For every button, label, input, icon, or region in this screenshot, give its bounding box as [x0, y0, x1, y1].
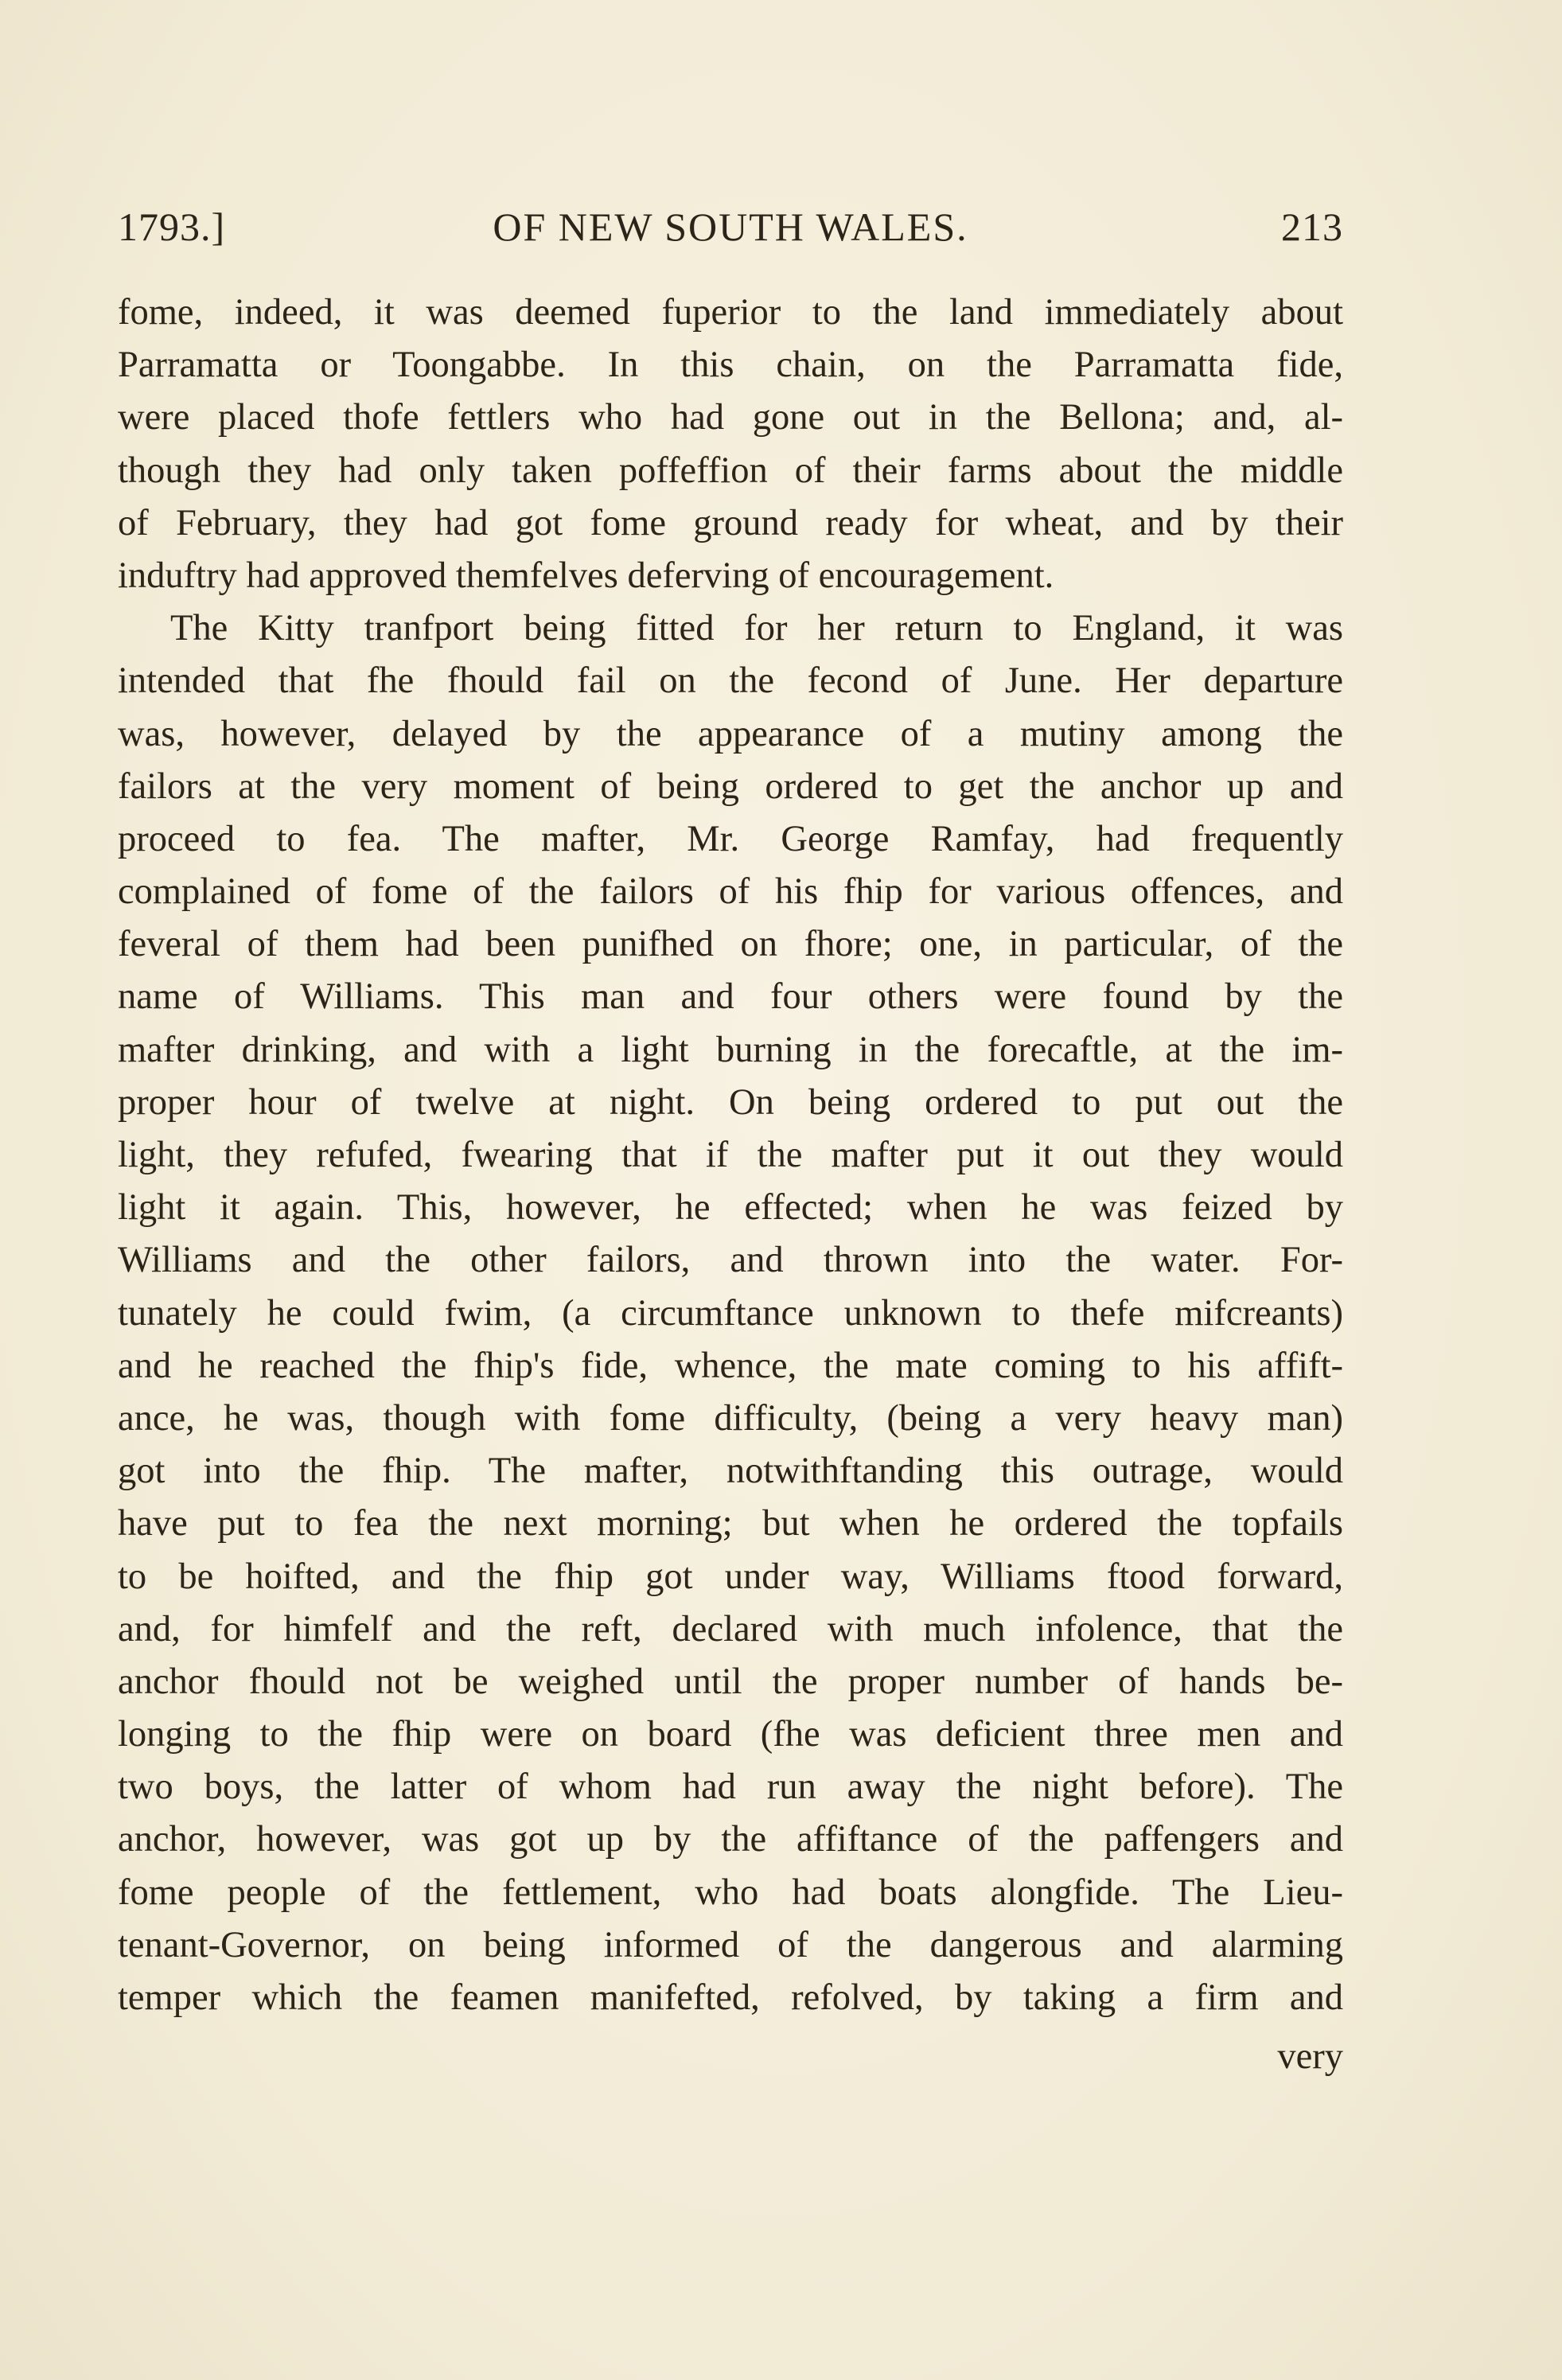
text-line: have put to fea the next morning; but when he ordered the topfails [118, 1503, 1343, 1544]
text-line: Parramatta or Toongabbe. In this chain, on the Parramatta fide, [118, 345, 1343, 386]
text-line: longing to the fhip were on board (fhe was deficient three men and [118, 1714, 1343, 1755]
text-line: and he reached the fhip's fide, whence, the mate coming to his affift- [118, 1345, 1343, 1386]
text-line: intended that fhe fhould fail on the fecond of June. Her departure [118, 660, 1343, 702]
text-line: fome, indeed, it was deemed fuperior to the land immediately about [118, 292, 1343, 333]
text-line: and, for himfelf and the reft, declared with much infolence, that the [118, 1608, 1343, 1650]
text-line: feveral of them had been punifhed on fhore; one, in particular, of the [118, 924, 1343, 965]
text-line: induftry had approved themfelves deferving of encouragement. [118, 555, 1054, 596]
text-line: light it again. This, however, he effected; when he was feized by [118, 1187, 1343, 1229]
page-number: 213 [1281, 205, 1343, 249]
text-line: tenant-Governor, on being informed of the dangerous and alarming [118, 1924, 1343, 1965]
text-line: of February, they had got fome ground ready for wheat, and by their [118, 502, 1343, 543]
catchword: very [1277, 2036, 1343, 2077]
text-line: name of Williams. This man and four others were found by the [118, 976, 1343, 1018]
text-line: The Kitty tranfport being fitted for her return to England, it was [170, 608, 1343, 649]
text-line: proper hour of twelve at night. On being ordered to put out the [118, 1081, 1343, 1123]
text-line: two boys, the latter of whom had run away the night before). The [118, 1766, 1343, 1808]
header-year: 1793.] [118, 205, 226, 249]
text-line: failors at the very moment of being ordered to get the anchor up and [118, 765, 1343, 807]
text-line: were placed thofe fettlers who had gone out in the Bellona; and, al- [118, 397, 1343, 438]
text-line: proceed to fea. The mafter, Mr. George Ramfay, had frequently [118, 818, 1343, 859]
text-line: complained of fome of the failors of his fhip for various offences, and [118, 871, 1343, 913]
text-line: light, they refufed, fwearing that if the mafter put it out they would [118, 1135, 1343, 1175]
page-header [118, 204, 1343, 259]
running-title: OF NEW SOUTH WALES. [493, 205, 968, 249]
text-line: tunately he could fwim, (a circumftance unknown to thefe mifcreants) [118, 1292, 1343, 1334]
text-line: Williams and the other failors, and thrown into the water. For- [118, 1240, 1343, 1281]
text-line: ance, he was, though with fome difficulty, (being a very heavy man) [118, 1397, 1343, 1439]
text-line: was, however, delayed by the appearance of a mutiny among the [118, 713, 1343, 754]
text-line: fome people of the fettlement, who had boats alongfide. The Lieu- [118, 1872, 1343, 1913]
text-line: anchor fhould not be weighed until the proper number of hands be- [118, 1661, 1343, 1702]
body-text [118, 286, 1343, 2024]
text-line: though they had only taken poffeffion of their farms about the middle [118, 450, 1343, 491]
text-line: to be hoifted, and the fhip got under way, Williams ftood forward, [118, 1556, 1343, 1597]
text-line: got into the fhip. The mafter, notwithftanding this outrage, would [118, 1451, 1343, 1492]
text-line: mafter drinking, and with a light burning in the forecaftle, at the im- [118, 1029, 1343, 1070]
text-line: anchor, however, was got up by the affiftance of the paffengers and [118, 1819, 1343, 1860]
text-line: temper which the feamen manifefted, refolved, by taking a firm and [118, 1977, 1343, 2018]
